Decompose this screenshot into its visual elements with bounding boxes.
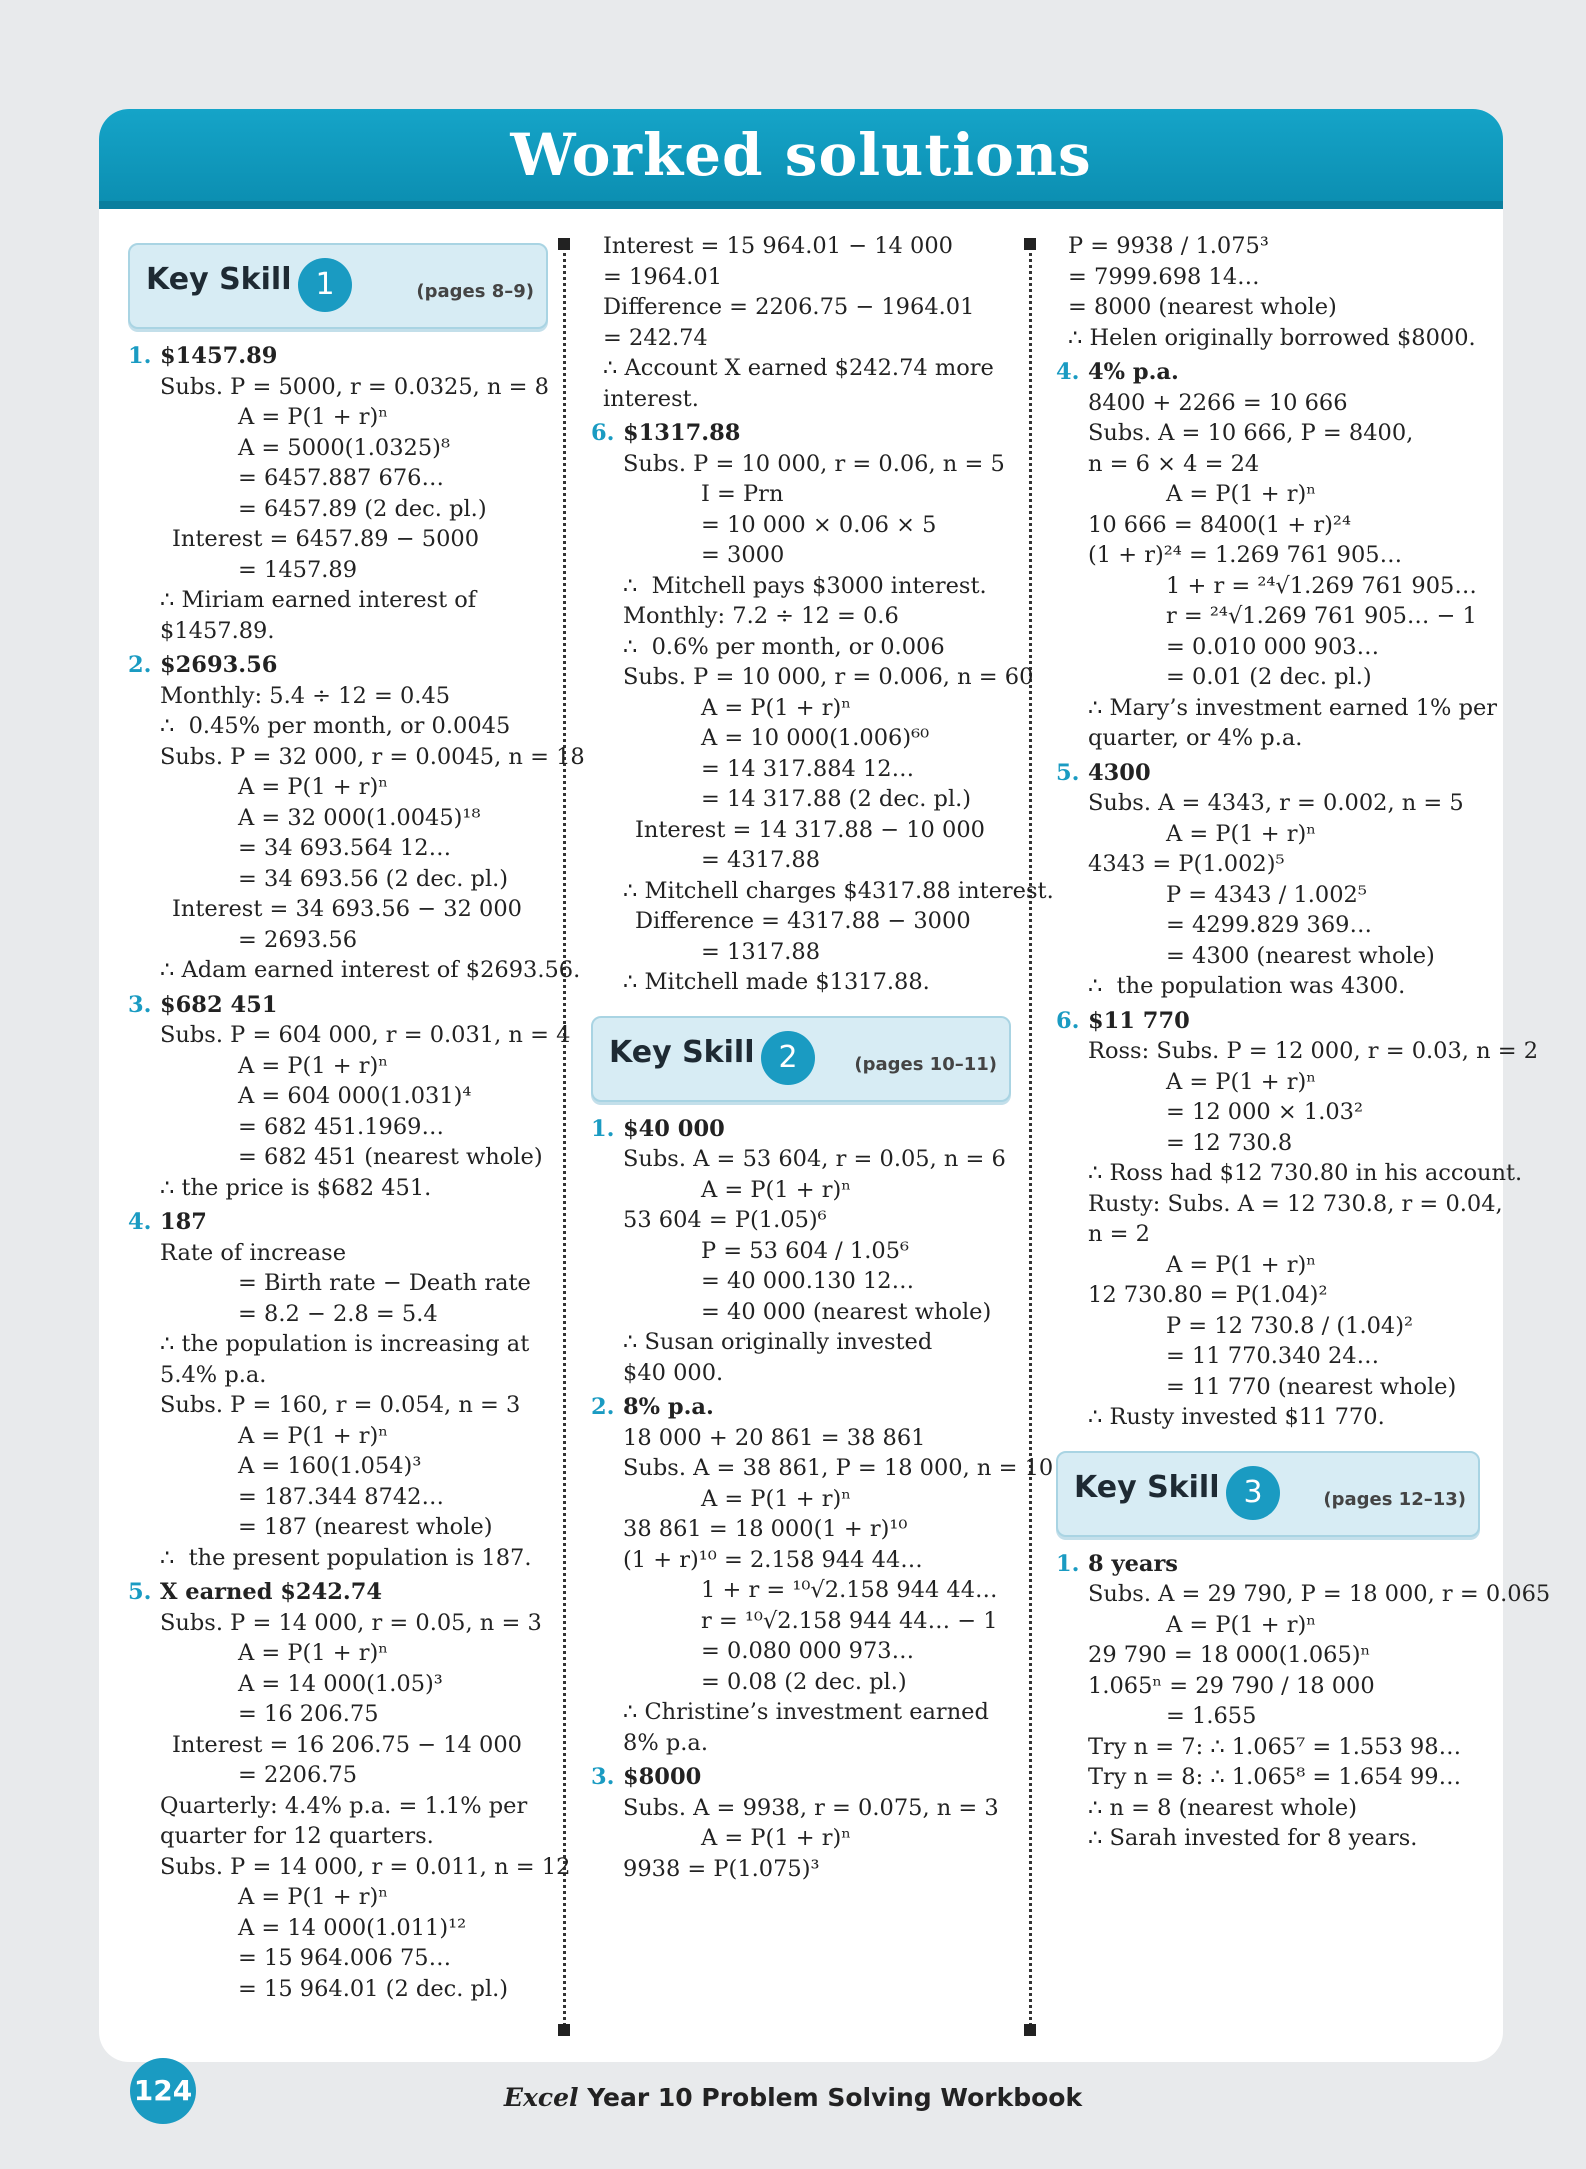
solution-line: = 1964.01 [603, 263, 723, 290]
solution-line: = 11 770 (nearest whole) [1166, 1373, 1457, 1400]
solution-line: = 11 770.340 24… [1166, 1343, 1380, 1369]
question-solution [128, 990, 571, 1204]
solution-line: A = P(1 + r)ⁿ [701, 1825, 852, 1851]
solution-line: = 4317.88 [701, 847, 821, 873]
solution-line: Subs. A = 38 861, P = 18 000, n = 10 [623, 1455, 1054, 1481]
solution-line: (1 + r)²⁴ = 1.269 761 905… [1088, 542, 1403, 568]
footer-book-title: Year 10 Problem Solving Workbook [587, 2083, 1083, 2112]
solution-line: 1 + r = ²⁴√1.269 761 905… [1166, 572, 1477, 599]
footer-brand: Excel [503, 2083, 579, 2112]
solution-line: Interest = 15 964.01 − 14 000 [603, 233, 953, 259]
solution-line: Try n = 8: ∴ 1.065⁸ = 1.654 99… [1088, 1764, 1462, 1790]
solutions-list [591, 1114, 1054, 1885]
question-number: 2. [128, 652, 152, 678]
solution-line: 8% p.a. [623, 1729, 708, 1756]
solution-line: = 7999.698 14… [1068, 263, 1260, 290]
key-skill-2-box [591, 1016, 1011, 1102]
solution-line: A = 14 000(1.011)¹² [238, 1914, 467, 1941]
solution-line: A = P(1 + r)ⁿ [1166, 1611, 1317, 1638]
solution-line: A = P(1 + r)ⁿ [238, 1640, 389, 1666]
question-number: 6. [591, 420, 615, 446]
solution-line: quarter for 12 quarters. [160, 1823, 434, 1849]
solution-line: ∴ Susan originally invested [623, 1329, 933, 1355]
key-skill-pages: (pages 8–9) [416, 281, 534, 302]
solution-line: ∴ Mitchell charges $4317.88 interest. [623, 877, 1054, 904]
solution-line: Difference = 4317.88 − 3000 [635, 908, 971, 934]
answer: $682 451 [160, 991, 278, 1018]
column-divider [1029, 242, 1032, 2032]
solution-line: Try n = 7: ∴ 1.065⁷ = 1.553 98… [1088, 1733, 1462, 1760]
solution-line: Subs. A = 53 604, r = 0.05, n = 6 [623, 1146, 1006, 1172]
solutions-list [1056, 357, 1539, 1433]
solution-line: ∴ Miriam earned interest of [160, 587, 477, 613]
question-number: 3. [591, 1764, 615, 1790]
question-solution [128, 650, 585, 986]
solution-line: n = 6 × 4 = 24 [1088, 450, 1260, 477]
solution-line: = 34 693.56 (2 dec. pl.) [238, 865, 509, 892]
question-solution [591, 1114, 1011, 1389]
question-solution [1056, 357, 1498, 754]
solution-line: = 4300 (nearest whole) [1166, 942, 1435, 969]
solution-line: Difference = 2206.75 − 1964.01 [603, 294, 975, 320]
key-skill-number-badge: 1 [298, 258, 352, 312]
solution-line: Subs. P = 10 000, r = 0.06, n = 5 [623, 450, 1005, 477]
key-skill-label: Key Skill [146, 262, 292, 297]
question-number: 1. [128, 343, 152, 369]
answer: $8000 [623, 1764, 702, 1790]
solution-line: Subs. P = 14 000, r = 0.011, n = 12 [160, 1853, 571, 1880]
solution-line: 9938 = P(1.075)³ [623, 1855, 820, 1882]
solution-line: Subs. P = 160, r = 0.054, n = 3 [160, 1392, 521, 1418]
solution-line: 1.065ⁿ = 29 790 / 18 000 [1088, 1672, 1375, 1699]
solution-line: ∴ Christine’s investment earned [623, 1699, 989, 1725]
question-number: 3. [128, 991, 152, 1018]
solution-line: Subs. A = 4343, r = 0.002, n = 5 [1088, 790, 1464, 816]
solution-line: = 15 964.01 (2 dec. pl.) [238, 1975, 509, 2002]
solution-line: = 187 (nearest whole) [238, 1514, 493, 1540]
solution-line: Monthly: 5.4 ÷ 12 = 0.45 [160, 682, 451, 709]
question-solution [591, 1392, 1054, 1758]
solution-line: = 0.01 (2 dec. pl.) [1166, 664, 1372, 690]
solution-line: = 10 000 × 0.06 × 5 [701, 511, 937, 538]
solution-line: P = 12 730.8 / (1.04)² [1166, 1312, 1414, 1339]
key-skill-number-badge: 3 [1226, 1466, 1280, 1520]
solution-line: P = 4343 / 1.002⁵ [1166, 881, 1367, 908]
solution-line: ∴ Mitchell pays $3000 interest. [623, 572, 987, 599]
answer: $1317.88 [623, 420, 741, 446]
column-2 [591, 231, 1054, 1884]
column-divider [563, 242, 566, 2032]
answer: 4300 [1088, 759, 1151, 786]
answer: 8 years [1088, 1550, 1178, 1577]
solution-line: = 0.080 000 973… [701, 1638, 915, 1664]
question-number: 5. [128, 1579, 152, 1605]
solution-line: Subs. P = 32 000, r = 0.0045, n = 18 [160, 743, 585, 770]
solution-line: 1 + r = ¹⁰√2.158 944 44… [701, 1577, 998, 1603]
column-3 [1056, 231, 1551, 1854]
question-solution [591, 418, 1054, 998]
solution-line: A = P(1 + r)ⁿ [701, 694, 852, 721]
answer: 187 [160, 1209, 207, 1235]
solution-line: = 682 451 (nearest whole) [238, 1144, 543, 1170]
solution-line: ∴ Mary’s investment earned 1% per [1088, 694, 1498, 721]
key-skill-label: Key Skill [1074, 1469, 1220, 1505]
solution-line: P = 53 604 / 1.05⁶ [701, 1237, 910, 1264]
solution-line: Ross: Subs. P = 12 000, r = 0.03, n = 2 [1088, 1038, 1539, 1064]
solutions-list [1056, 1549, 1551, 1854]
solution-line: Monthly: 7.2 ÷ 12 = 0.6 [623, 603, 899, 629]
solution-line: 12 730.80 = P(1.04)² [1088, 1282, 1328, 1308]
solution-line: A = P(1 + r)ⁿ [1166, 1068, 1317, 1095]
question-number: 1. [1056, 1550, 1080, 1577]
solution-line: 29 790 = 18 000(1.065)ⁿ [1088, 1642, 1371, 1668]
solution-line: = 16 206.75 [238, 1701, 379, 1727]
solution-line: I = Prn [701, 481, 784, 507]
solution-line: (1 + r)¹⁰ = 2.158 944 44… [623, 1546, 923, 1573]
answer: $2693.56 [160, 652, 278, 678]
solutions-list [591, 418, 1054, 998]
solution-line: n = 2 [1088, 1221, 1150, 1247]
solution-line: Rate of increase [160, 1239, 347, 1266]
solution-line: ∴ Sarah invested for 8 years. [1088, 1825, 1418, 1851]
solution-line: A = 32 000(1.0045)¹⁸ [238, 804, 481, 831]
solution-line: = 8000 (nearest whole) [1068, 294, 1337, 320]
solution-line: Subs. P = 10 000, r = 0.006, n = 60 [623, 664, 1034, 690]
solution-line: A = P(1 + r)ⁿ [238, 1422, 389, 1449]
solution-line: = 14 317.88 (2 dec. pl.) [701, 786, 972, 812]
column-1 [128, 231, 585, 2004]
solution-line: Interest = 6457.89 − 5000 [172, 526, 480, 552]
continued-solution [1056, 231, 1480, 353]
solution-line: Interest = 14 317.88 − 10 000 [635, 816, 985, 843]
question-number: 4. [1056, 359, 1080, 385]
solution-line: 18 000 + 20 861 = 38 861 [623, 1424, 926, 1451]
solution-line: A = P(1 + r)ⁿ [238, 774, 389, 800]
page-title: Worked solutions [510, 121, 1092, 189]
solution-line: Subs. P = 14 000, r = 0.05, n = 3 [160, 1609, 542, 1636]
solution-line: A = P(1 + r)ⁿ [701, 1176, 852, 1203]
solution-line: interest. [603, 385, 699, 412]
solution-line: $1457.89. [160, 617, 275, 644]
answer: X earned $242.74 [160, 1579, 383, 1605]
solution-line: ∴ 0.6% per month, or 0.006 [623, 633, 945, 660]
solution-line: A = P(1 + r)ⁿ [238, 1884, 389, 1910]
solution-line: A = P(1 + r)ⁿ [238, 1052, 389, 1079]
solution-line: A = P(1 + r)ⁿ [1166, 1251, 1317, 1278]
question-number: 6. [1056, 1007, 1080, 1034]
solution-line: = 40 000 (nearest whole) [701, 1298, 992, 1325]
answer: 8% p.a. [623, 1394, 714, 1420]
solution-line: Subs. A = 10 666, P = 8400, [1088, 420, 1414, 446]
solution-line: 5.4% p.a. [160, 1361, 267, 1388]
solution-line: ∴ the present population is 187. [160, 1544, 532, 1571]
question-number: 1. [591, 1115, 615, 1142]
solution-line: = 187.344 8742… [238, 1483, 444, 1510]
solution-line: ∴ the price is $682 451. [160, 1174, 432, 1201]
solution-line: ∴ the population is increasing at [160, 1331, 530, 1357]
solution-line: = 1457.89 [238, 556, 358, 583]
solution-line: ∴ 0.45% per month, or 0.0045 [160, 713, 511, 739]
solution-line: = 2693.56 [238, 926, 358, 953]
solution-line: ∴ Account X earned $242.74 more [603, 355, 994, 381]
solution-line: A = 14 000(1.05)³ [238, 1670, 443, 1697]
solution-line: 4343 = P(1.002)⁵ [1088, 851, 1285, 877]
solution-line: Subs. A = 9938, r = 0.075, n = 3 [623, 1794, 999, 1821]
question-number: 2. [591, 1394, 615, 1420]
question-number: 4. [128, 1209, 152, 1235]
solution-line: 53 604 = P(1.05)⁶ [623, 1207, 827, 1233]
solution-line: $40 000. [623, 1359, 724, 1386]
solution-line: ∴ Rusty invested $11 770. [1088, 1404, 1385, 1430]
solution-line: ∴ Mitchell made $1317.88. [623, 969, 930, 995]
key-skill-pages: (pages 10–11) [854, 1053, 997, 1075]
key-skill-label: Key Skill [609, 1034, 755, 1070]
solution-line: = 1317.88 [701, 938, 821, 965]
question-solution [128, 1207, 548, 1573]
solution-line: Interest = 34 693.56 − 32 000 [172, 896, 522, 922]
solution-line: P = 9938 / 1.075³ [1068, 233, 1269, 259]
solution-line: = 4299.829 369… [1166, 912, 1372, 938]
solution-line: A = 10 000(1.006)⁶⁰ [701, 725, 930, 751]
solution-line: quarter, or 4% p.a. [1088, 725, 1303, 751]
question-solution [128, 1577, 571, 2004]
page-number-badge: 124 [130, 2058, 196, 2124]
solution-line: = 12 730.8 [1166, 1129, 1293, 1156]
solution-line: 8400 + 2266 = 10 666 [1088, 389, 1348, 416]
answer: $40 000 [623, 1115, 725, 1142]
solution-line: A = 5000(1.0325)⁸ [238, 434, 450, 461]
answer: $1457.89 [160, 343, 278, 369]
solution-line: = 2206.75 [238, 1762, 358, 1788]
page-card [99, 109, 1551, 2062]
solution-line: ∴ Adam earned interest of $2693.56. [160, 957, 581, 983]
solution-line: A = P(1 + r)ⁿ [1166, 820, 1317, 847]
solution-line: Subs. P = 604 000, r = 0.031, n = 4 [160, 1022, 571, 1048]
solution-line: Subs. P = 5000, r = 0.0325, n = 8 [160, 373, 549, 400]
solution-line: = 40 000.130 12… [701, 1268, 915, 1294]
solution-line: Interest = 16 206.75 − 14 000 [172, 1731, 522, 1758]
solution-line: = 15 964.006 75… [238, 1945, 452, 1971]
solution-line: = 8.2 − 2.8 = 5.4 [238, 1300, 438, 1327]
solution-line: A = 160(1.054)³ [238, 1453, 422, 1479]
solution-line: A = P(1 + r)ⁿ [238, 404, 389, 430]
solution-line: A = P(1 + r)ⁿ [701, 1485, 852, 1512]
solution-line: = 6457.89 (2 dec. pl.) [238, 495, 487, 522]
key-skill-3-box [1056, 1451, 1480, 1537]
key-skill-1-box [128, 243, 548, 329]
solution-line: = 682 451.1969… [238, 1113, 444, 1140]
solution-line: Quarterly: 4.4% p.a. = 1.1% per [160, 1792, 528, 1819]
solution-line: = 0.010 000 903… [1166, 633, 1380, 660]
question-solution [1056, 758, 1480, 1002]
continued-solution [591, 231, 1011, 414]
solutions-list [128, 341, 585, 2004]
solution-line: A = 604 000(1.031)⁴ [238, 1083, 472, 1109]
solution-line: A = P(1 + r)ⁿ [1166, 481, 1317, 507]
solution-line: Subs. A = 29 790, P = 18 000, r = 0.065 [1088, 1581, 1551, 1607]
solution-line: = Birth rate − Death rate [238, 1270, 531, 1296]
question-solution [591, 1762, 1011, 1884]
key-skill-pages: (pages 12–13) [1323, 1488, 1466, 1510]
solution-line: 38 861 = 18 000(1 + r)¹⁰ [623, 1516, 908, 1542]
solution-line: = 12 000 × 1.03² [1166, 1099, 1364, 1125]
question-number: 5. [1056, 759, 1080, 786]
answer: 4% p.a. [1088, 359, 1179, 385]
solution-line: = 1.655 [1166, 1703, 1257, 1729]
solution-line: = 242.74 [603, 324, 708, 351]
solution-line: = 0.08 (2 dec. pl.) [701, 1668, 907, 1695]
solution-line: = 6457.887 676… [238, 465, 444, 491]
solution-line: ∴ the population was 4300. [1088, 973, 1406, 999]
solution-line: r = ²⁴√1.269 761 905… − 1 [1166, 603, 1477, 629]
answer: $11 770 [1088, 1007, 1190, 1034]
solution-line: r = ¹⁰√2.158 944 44… − 1 [701, 1607, 998, 1634]
solution-line: = 34 693.564 12… [238, 835, 452, 861]
solution-line: ∴ n = 8 (nearest whole) [1088, 1794, 1357, 1821]
question-solution [128, 341, 548, 646]
solution-line: = 3000 [701, 542, 785, 568]
solution-line: ∴ Ross had $12 730.80 in his account. [1088, 1160, 1523, 1186]
key-skill-number-badge: 2 [761, 1031, 815, 1085]
question-solution [1056, 1006, 1539, 1433]
solution-line: 10 666 = 8400(1 + r)²⁴ [1088, 511, 1351, 538]
solution-line: ∴ Helen originally borrowed $8000. [1068, 324, 1476, 351]
header-banner [99, 109, 1503, 209]
solution-line: = 14 317.884 12… [701, 755, 915, 782]
question-solution [1056, 1549, 1551, 1854]
footer-title [0, 2083, 1586, 2112]
solution-line: Rusty: Subs. A = 12 730.8, r = 0.04, [1088, 1190, 1503, 1217]
